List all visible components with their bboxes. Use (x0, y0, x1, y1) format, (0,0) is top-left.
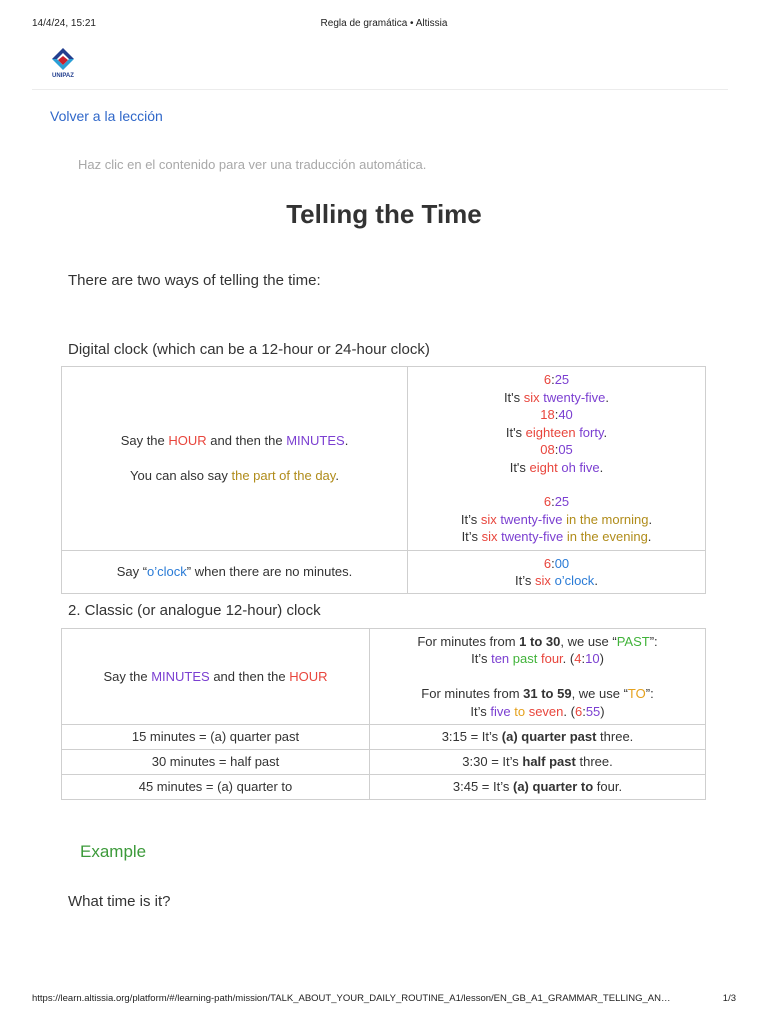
header-divider (32, 89, 728, 90)
logo-text: UNIPAZ (52, 73, 74, 79)
print-timestamp: 14/4/24, 15:21 (32, 18, 96, 29)
example-time: 18:40 (540, 407, 573, 423)
digital-clock-table (61, 366, 706, 594)
example-text: It’s six twenty-five in the morning. (460, 511, 653, 527)
quarter-past-rule[interactable]: 15 minutes = (a) quarter past (62, 725, 370, 750)
quarter-past-example[interactable]: 3:15 = It’s (a) quarter past three. (370, 725, 706, 750)
example-time: 6:00 (543, 555, 570, 571)
example-time: 08:05 (540, 442, 573, 458)
example-text: It’s six twenty-five in the evening. (461, 529, 652, 545)
oclock-rule-cell[interactable]: Say “o’clock” when there are no minutes. (62, 551, 408, 594)
table-row (62, 367, 706, 551)
digital-rule-cell[interactable] (62, 367, 408, 551)
example-text: It's eighteen forty. (505, 424, 608, 440)
past-rule: For minutes from 1 to 30, we use “PAST”: (417, 633, 658, 649)
print-footer (32, 993, 736, 1007)
oclock-example-cell[interactable] (408, 551, 706, 594)
quarter-to-rule[interactable]: 45 minutes = (a) quarter to (62, 775, 370, 800)
table-row (62, 750, 706, 775)
print-page-number: 1/3 (722, 993, 736, 1004)
classic-clock-table (61, 628, 706, 800)
intro-text[interactable]: There are two ways of telling the time: (68, 272, 321, 289)
digital-clock-heading[interactable]: Digital clock (which can be a 12-hour or 24-hour clock) (68, 341, 430, 358)
table-row (62, 551, 706, 594)
classic-rule-cell[interactable]: Say the MINUTES and then the HOUR (62, 629, 370, 725)
unipaz-logo (46, 46, 80, 80)
example-heading: Example (80, 842, 147, 861)
translation-hint: Haz clic en el contenido para ver una traducción automática. (78, 157, 427, 172)
example-text: It's six twenty-five. (503, 389, 610, 405)
print-url: https://learn.altissia.org/platform/#/learning-path/mission/TALK_ABOUT_YOUR_DAILY_ROUTINE_A1/lesson/EN_GB_A1_GRAMMAR_TELLING_AN… (32, 993, 671, 1004)
example-time: 6:25 (543, 372, 570, 388)
print-page-title: Regla de gramática • Altissia (320, 18, 448, 29)
half-past-rule[interactable]: 30 minutes = half past (62, 750, 370, 775)
table-row (62, 775, 706, 800)
table-row (62, 725, 706, 750)
half-past-example[interactable]: 3:30 = It’s half past three. (370, 750, 706, 775)
example-question[interactable]: What time is it? (68, 893, 171, 910)
quarter-to-example[interactable]: 3:45 = It’s (a) quarter to four. (370, 775, 706, 800)
digital-examples-cell[interactable] (408, 367, 706, 551)
to-example: It’s five to seven. (6:55) (470, 703, 605, 719)
example-time: 6:25 (543, 494, 570, 510)
to-rule: For minutes from 31 to 59, we use “TO”: (421, 686, 654, 702)
classic-clock-heading[interactable]: 2. Classic (or analogue 12-hour) clock (68, 602, 321, 619)
rule-hour-minutes: Say the HOUR and then the MINUTES. (120, 433, 349, 449)
classic-examples-cell[interactable] (370, 629, 706, 725)
past-example: It’s ten past four. (4:10) (471, 651, 604, 667)
table-row (62, 629, 706, 725)
rule-part-of-day: You can also say the part of the day. (130, 468, 339, 484)
example-text: It’s six o’clock. (515, 573, 598, 588)
page-title: Telling the Time (286, 199, 482, 229)
example-text: It's eight oh five. (509, 459, 604, 475)
print-header (32, 18, 736, 32)
back-to-lesson-link[interactable]: Volver a la lección (50, 108, 163, 124)
